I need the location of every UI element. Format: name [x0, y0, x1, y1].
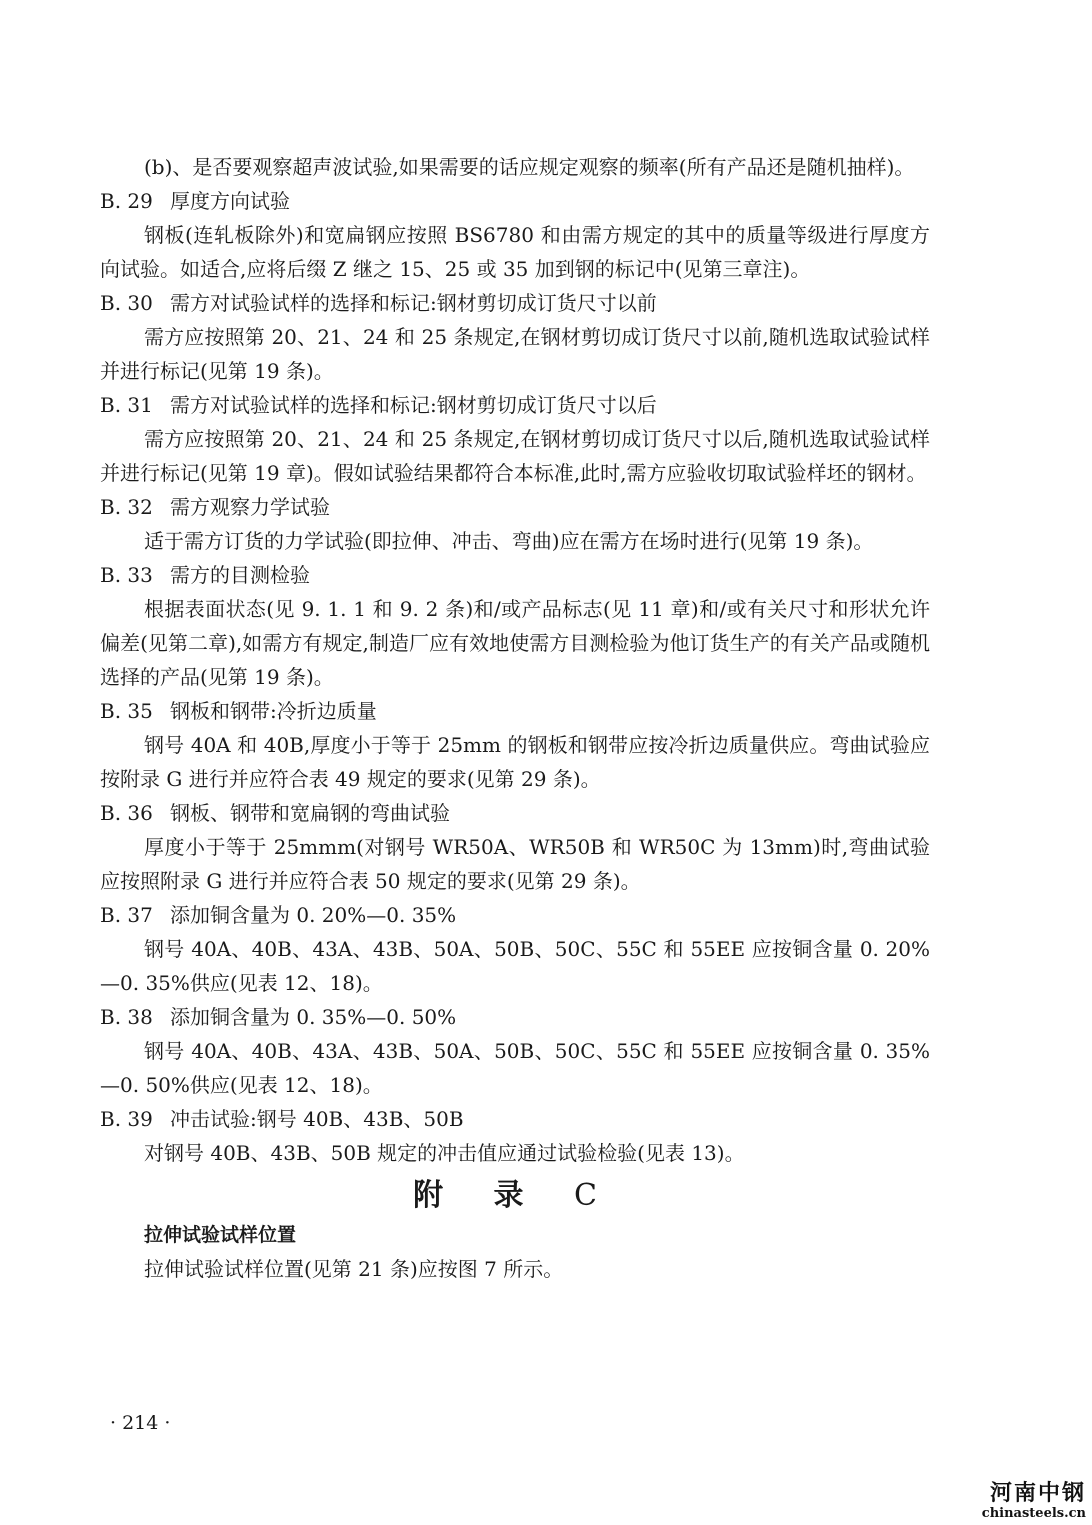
- appendix-title-word: 附 录: [413, 1178, 544, 1213]
- watermark-domain: chinasteels.cn: [981, 1506, 1086, 1521]
- section-body: 钢号 40A、40B、43A、43B、50A、50B、50C、55C 和 55EE 应按铜含量 0. 20%—0. 35%供应(见表 12、18)。: [100, 937, 930, 995]
- appendix-subtitle: 拉伸试验试样位置: [144, 1224, 297, 1246]
- section-title: 需方的目测检验: [170, 563, 310, 587]
- section-title: 钢板、钢带和宽扁钢的弯曲试验: [170, 801, 450, 825]
- section-body: 需方应按照第 20、21、24 和 25 条规定,在钢材剪切成订货尺寸以后,随机选取试验试样并进行标记(见第 19 章)。假如试验结果都符合本标准,此时,需方应验收切取试验样坯的钢材。: [100, 427, 930, 485]
- section-heading: [100, 184, 930, 218]
- section-heading: [100, 796, 930, 830]
- section-body: 厚度小于等于 25mmm(对钢号 WR50A、WR50B 和 WR50C 为 13mm)时,弯曲试验应按照附录 G 进行并应符合表 50 规定的要求(见第 29 条)。: [100, 835, 930, 893]
- section-title: 添加铜含量为 0. 35%—0. 50%: [170, 1005, 457, 1029]
- section-b32: [100, 490, 930, 558]
- section-b29: [100, 184, 930, 286]
- section-number: B. 31: [100, 393, 153, 417]
- section-b33: [100, 558, 930, 694]
- section-number: B. 35: [100, 699, 153, 723]
- section-number: B. 33: [100, 563, 153, 587]
- section-b36: [100, 796, 930, 898]
- section-body: 需方应按照第 20、21、24 和 25 条规定,在钢材剪切成订货尺寸以前,随机选取试验试样并进行标记(见第 19 条)。: [100, 325, 930, 383]
- section-title: 钢板和钢带:冷折边质量: [170, 699, 377, 723]
- section-number: B. 29: [100, 189, 153, 213]
- section-b31: [100, 388, 930, 490]
- page-content: [100, 150, 930, 1286]
- watermark-chinese: 河南中钢: [989, 1481, 1086, 1506]
- appendix-body: 拉伸试验试样位置(见第 21 条)应按图 7 所示。: [144, 1257, 564, 1281]
- section-b35: [100, 694, 930, 796]
- section-heading: [100, 898, 930, 932]
- section-title: 添加铜含量为 0. 20%—0. 35%: [170, 903, 457, 927]
- section-title: 厚度方向试验: [170, 189, 290, 213]
- section-b30: [100, 286, 930, 388]
- section-heading: [100, 1102, 930, 1136]
- section-heading: [100, 1000, 930, 1034]
- section-body: 对钢号 40B、43B、50B 规定的冲击值应通过试验检验(见表 13)。: [144, 1141, 745, 1165]
- section-title: 需方观察力学试验: [170, 495, 330, 519]
- section-heading: [100, 694, 930, 728]
- appendix-c: [100, 1174, 930, 1286]
- section-body: 根据表面状态(见 9. 1. 1 和 9. 2 条)和/或产品标志(见 11 章)和/或有关尺寸和形状允许偏差(见第二章),如需方有规定,制造厂应有效地使需方目测检验为他订货生产的有关产品或随机选择的产品(见第 19 条)。: [100, 597, 930, 689]
- appendix-title-letter: C: [573, 1178, 617, 1213]
- continuation-paragraph: (b)、是否要观察超声波试验,如果需要的话应规定观察的频率(所有产品还是随机抽样)。: [144, 155, 915, 179]
- section-body: 适于需方订货的力学试验(即拉伸、冲击、弯曲)应在需方在场时进行(见第 19 条)。: [144, 529, 874, 553]
- section-b37: [100, 898, 930, 1000]
- page-number: · 214 ·: [110, 1412, 171, 1434]
- section-heading: [100, 558, 930, 592]
- section-number: B. 30: [100, 291, 153, 315]
- section-title: 冲击试验:钢号 40B、43B、50B: [170, 1107, 464, 1131]
- section-body: 钢号 40A、40B、43A、43B、50A、50B、50C、55C 和 55EE 应按铜含量 0. 35%—0. 50%供应(见表 12、18)。: [100, 1039, 930, 1097]
- section-title: 需方对试验试样的选择和标记:钢材剪切成订货尺寸以后: [170, 393, 657, 417]
- section-heading: [100, 490, 930, 524]
- watermark-logo: [936, 1482, 1086, 1522]
- section-number: B. 39: [100, 1107, 153, 1131]
- section-number: B. 36: [100, 801, 153, 825]
- section-b38: [100, 1000, 930, 1102]
- section-number: B. 32: [100, 495, 153, 519]
- appendix-title: [100, 1174, 930, 1218]
- section-body: 钢板(连轧板除外)和宽扁钢应按照 BS6780 和由需方规定的其中的质量等级进行厚度方向试验。如适合,应将后缀 Z 继之 15、25 或 35 加到钢的标记中(见第三章注)。: [100, 223, 930, 281]
- section-number: B. 37: [100, 903, 153, 927]
- section-title: 需方对试验试样的选择和标记:钢材剪切成订货尺寸以前: [170, 291, 657, 315]
- section-body: 钢号 40A 和 40B,厚度小于等于 25mm 的钢板和钢带应按冷折边质量供应。弯曲试验应按附录 G 进行并应符合表 49 规定的要求(见第 29 条)。: [100, 733, 930, 791]
- section-heading: [100, 388, 930, 422]
- section-number: B. 38: [100, 1005, 153, 1029]
- section-heading: [100, 286, 930, 320]
- section-b39: [100, 1102, 930, 1170]
